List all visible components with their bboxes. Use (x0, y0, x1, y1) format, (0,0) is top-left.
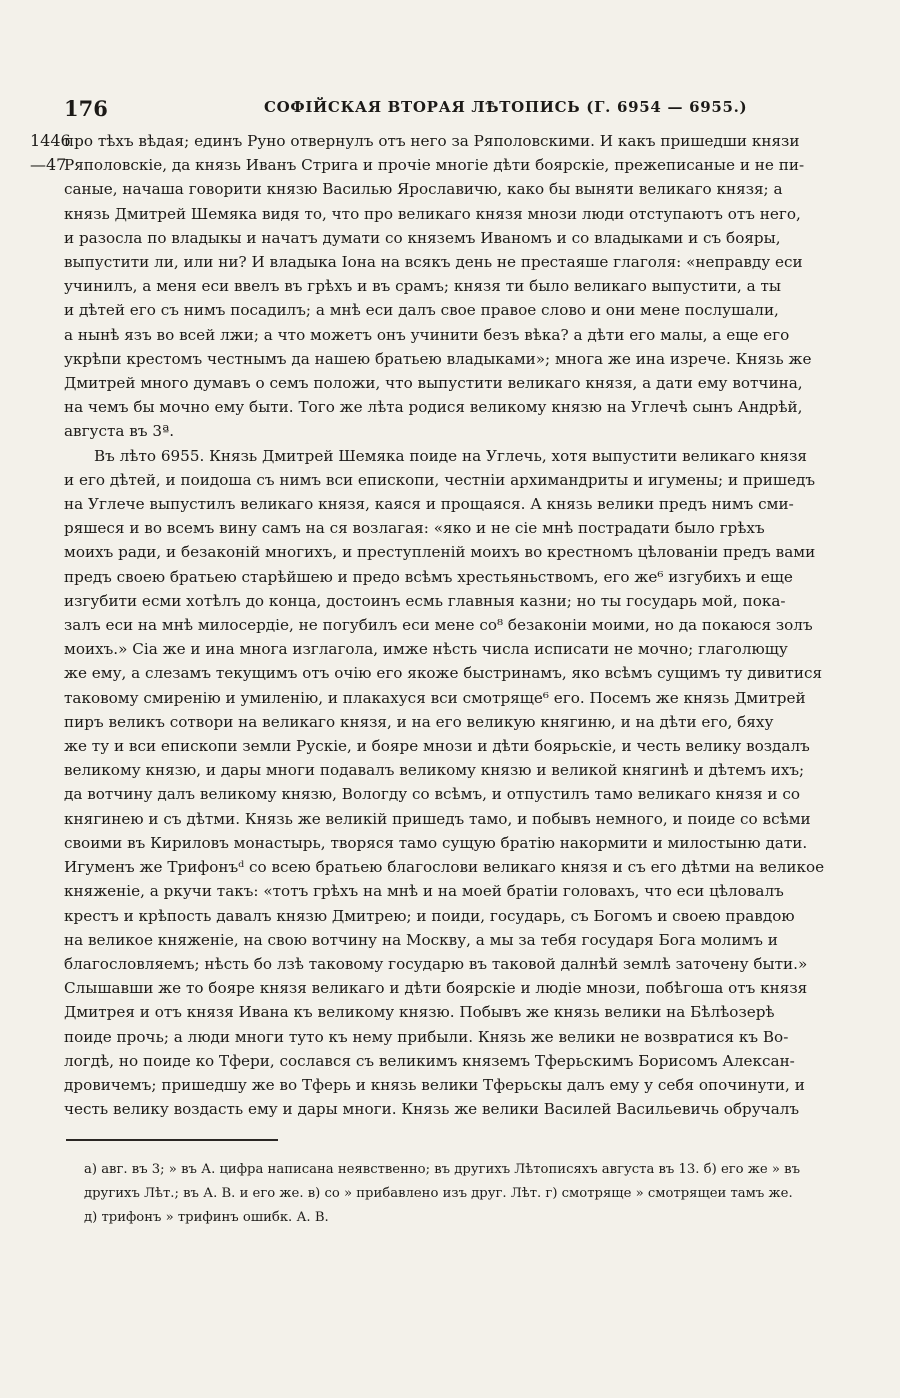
text-line: и его дѣтей, и поидоша съ нимъ вси епископи, честніи архимандриты и игумены; и пришедъ (64, 470, 816, 489)
text-line: да вотчину далъ великому князю, Вологду со всѣмъ, и отпустилъ тамо великаго князя и со (64, 785, 801, 804)
text-line: предъ своею братьею старѣйшею и предо всѣмъ хрестьяньствомъ, его же⁶ изгубихъ и еще (64, 567, 793, 586)
paragraph-1 (64, 129, 890, 444)
text-line: княженіе, а ркучи такъ: «тотъ грѣхъ на мнѣ и на моей братіи головахъ, что еси цѣловалъ (64, 882, 784, 901)
text-line: Дмитрей много думавъ о семъ положи, что выпустити великаго князя, а дати ему вотчина, (64, 374, 803, 393)
text-line: Въ лѣто 6955. Князь Дмитрей Шемяка поиде на Углечь, хотя выпустити великаго князя (94, 446, 807, 465)
text-line: же ему, а слезамъ текущимъ отъ очію его якоже быстринамъ, яко всѣмъ сущимъ ту дивитися (64, 664, 823, 683)
text-line: Игуменъ же Трифонъᵈ со всею братьею благослови великаго князя и съ его дѣтми на великое (64, 858, 825, 877)
text-line: изгубити есми хотѣлъ до конца, достоинъ есмь главныя казни; но ты государь мой, пока- (64, 591, 786, 610)
text-line: а нынѣ язъ во всей лжи; а что можетъ онъ учинити безъ вѣка? а дѣти его малы, а еще его (64, 325, 790, 344)
footnote-line: другихъ Лѣт.; въ А. В. и его же. в) со » прибавлено изъ друг. Лѣт. г) смотряще » смотрящеи тамъ же. (84, 1186, 793, 1201)
text-line: залъ еси на мнѣ милосердіе, не погубилъ еси мене со⁸ безаконіи моими, но да покаюся золъ (64, 616, 813, 635)
page-header (0, 96, 900, 122)
text-line: Дмитрея и отъ князя Ивана къ великому князю. Побывъ же князь велики на Бѣлѣозерѣ (64, 1003, 775, 1022)
text-line: на Углече выпустилъ великаго князя, каяся и прощаяся. А князь велики предъ нимъ сми- (64, 495, 794, 514)
text-line: моихъ.» Сіа же и ина многа изглагола, имже нѣсть числа исписати не мочно; глаголющу (64, 640, 788, 659)
text-line: про тѣхъ вѣдая; единъ Руно отвернулъ отъ него за Ряполовскими. И какъ пришедши князи (64, 132, 800, 150)
page-number: 176 (64, 96, 108, 121)
footnote-divider (66, 1139, 278, 1141)
text-line: великому князю, и дары многи подавалъ великому князю и великой княгинѣ и дѣтемъ ихъ; (64, 761, 805, 780)
text-line: моихъ ради, и безаконій многихъ, и преступленій моихъ во крестномъ цѣлованіи предъ вами (64, 543, 816, 562)
text-line: Ряполовскіе, да князь Иванъ Стрига и прочіе многіе дѣти боярскіе, прежеписаные и не пи- (64, 156, 805, 175)
running-title: СОФІЙСКАЯ ВТОРАЯ ЛѢТОПИСЬ (Г. 6954 — 6955.) (264, 98, 748, 116)
text-line: таковому смиренію и умиленію, и плакахуся вси смотряще⁶ его. Посемъ же князь Дмитрей (64, 688, 806, 707)
text-line: пиръ великъ сотвори на великаго князя, и на его великую княгиню, и на дѣти его, бяху (64, 712, 774, 731)
text-line: дровичемъ; пришедшу же во Тферь и князь велики Тферьскы далъ ему у себя опочинути, и (64, 1075, 805, 1094)
text-line: своими въ Кириловъ монастырь, творяся тамо сущую братію накормити и милостыню дати. (64, 833, 808, 852)
text-line: же ту и вси епископи земли Рускіе, и бояре мнози и дѣти боярьскіе, и честь велику воздалъ (64, 737, 810, 756)
text-line: учинилъ, а меня еси ввелъ въ грѣхъ и въ срамъ; князя ти было великаго выпустити, а ты (64, 277, 781, 296)
text-line: на чемъ бы мочно ему быти. Того же лѣта родися великому князю на Углечѣ сынъ Андрѣй, (64, 398, 803, 417)
text-line: августа въ 3ª. (64, 422, 175, 441)
text-line: ряшеся и во всемъ вину самъ на ся возлагая: «яко и не сіе мнѣ пострадати было грѣхъ (64, 519, 765, 538)
text-line: княгинею и съ дѣтми. Князь же великій пришедъ тамо, и побывъ немного, и поиде со всѣми (64, 809, 811, 828)
footnotes (64, 1158, 890, 1230)
text-line: поиде прочь; а люди многи туто къ нему прибыли. Князь же велики не возвратися къ Во- (64, 1027, 789, 1046)
footnote-line: д) трифонъ » трифинъ ошибк. А. В. (84, 1210, 329, 1225)
text-line: укрѣпи крестомъ честнымъ да нашею братьею владыками»; многа же ина изрече. Князь же (64, 349, 812, 368)
margin-year-bottom: —47 (30, 155, 67, 174)
main-text (64, 129, 890, 1121)
text-line: Слышавши же то бояре князя великаго и дѣти боярскіе и людіе мнози, побѣгоша отъ князя (64, 979, 808, 998)
footnote-line: а) авг. въ 3; » въ А. цифра написана неявственно; въ другихъ Лѣтописяхъ августа въ 13. б) его же » въ (84, 1162, 800, 1177)
text-line: саные, начаша говорити князю Василью Ярославичю, како бы выняти великаго князя; а (64, 180, 783, 199)
margin-year-top: 1446 (30, 131, 71, 150)
text-line: честь велику воздасть ему и дары многи. Князь же велики Василей Васильевичь обручалъ (64, 1100, 800, 1119)
text-line: крестъ и крѣпость давалъ князю Дмитрею; и поиди, государь, съ Богомъ и своею правдою (64, 906, 795, 925)
text-line: логдѣ, но поиде ко Тфери, сослався съ великимъ княземъ Тферьскимъ Борисомъ Алексан- (64, 1051, 795, 1070)
text-line: князь Дмитрей Шемяка видя то, что про великаго князя мнози люди отступаютъ отъ него, (64, 204, 801, 223)
text-line: выпустити ли, или ни? И владыка Іона на всякъ день не престаяше глаголя: «неправду еси (64, 253, 803, 272)
text-line: на великое княженіе, на свою вотчину на Москву, а мы за тебя государя Бога молимъ и (64, 930, 778, 949)
text-line: и разосла по владыкы и начатъ думати со княземъ Иваномъ и со владыками и съ бояры, (64, 228, 781, 247)
text-line: благословляемъ; нѣсть бо лзѣ таковому государю въ таковой далнѣй землѣ заточену быти.» (64, 954, 808, 973)
text-line: и дѣтей его съ нимъ посадилъ; а мнѣ еси далъ свое правое слово и они мене послушали, (64, 301, 779, 320)
paragraph-2 (64, 444, 890, 1122)
